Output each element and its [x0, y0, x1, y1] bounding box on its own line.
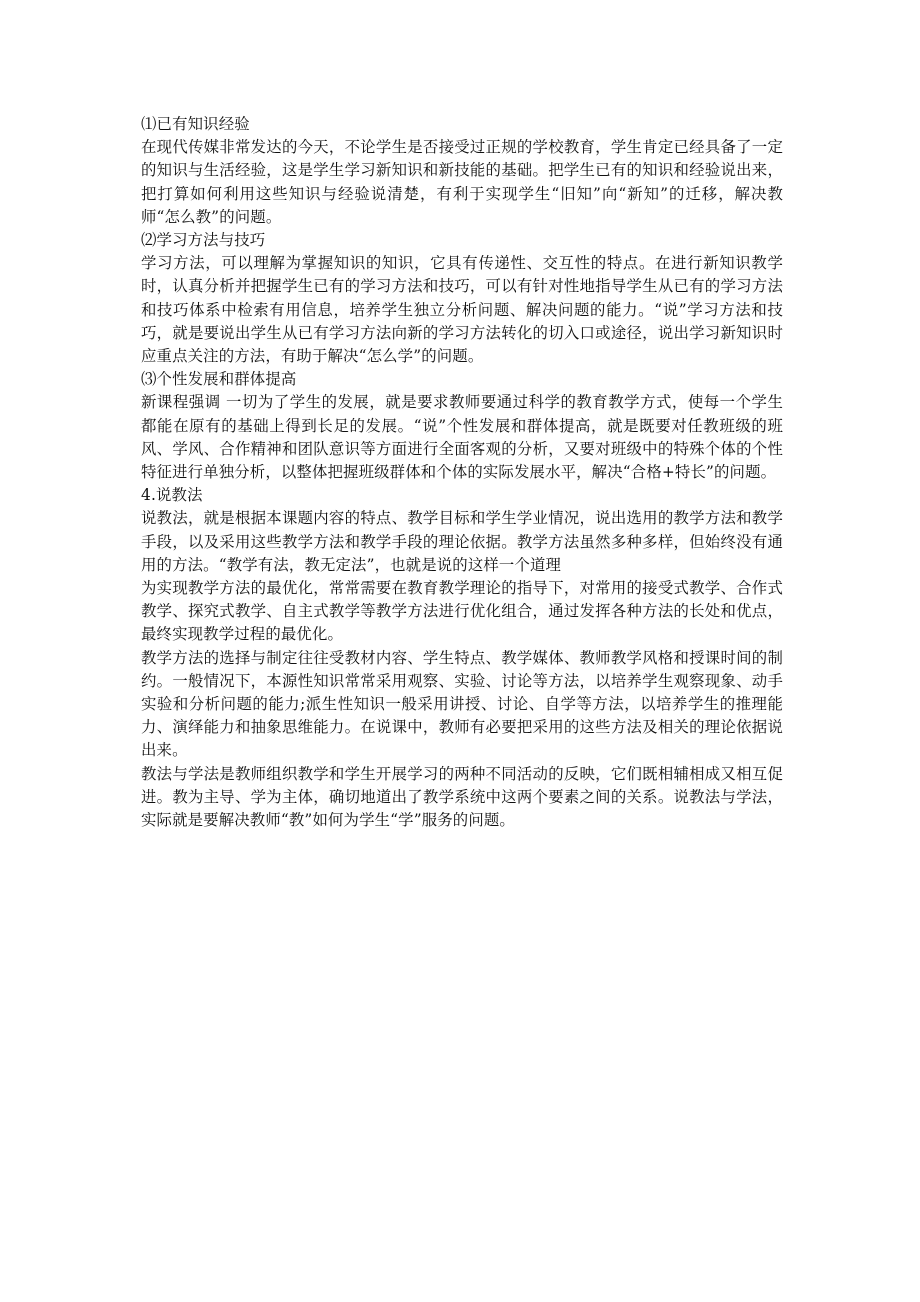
- paragraph-individual-development: 新课程强调 一切为了学生的发展，就是要求教师要通过科学的教育教学方式，使每一个学生都能在原有的基础上得到长足的发展。“说”个性发展和群体提高，就是既要对任教班级的班风、学风、合作精神和团队意识等方面进行全面客观的分析，又要对班级中的特殊个体的个性特征进行单独分析，以整体把握班级群体和个体的实际发展水平，解决“合格+特长”的问题。: [141, 393, 783, 482]
- section-heading-individual-development: ⑶个性发展和群体提高: [141, 370, 297, 389]
- paragraph-teaching-methods-optimization: 为实现教学方法的最优化，常常需要在教育教学理论的指导下，对常用的接受式教学、合作式教学、探究式教学、自主式教学等教学方法进行优化组合，通过发挥各种方法的长处和优点，最终实现教学过程的最优化。: [141, 579, 783, 644]
- section-heading-prior-knowledge: ⑴已有知识经验: [141, 115, 250, 133]
- paragraph-learning-methods: 学习方法，可以理解为掌握知识的知识，它具有传递性、交互性的特点。在进行新知识教学时，认真分析并把握学生已有的学习方法和技巧，可以有针对性地指导学生从已有的学习方法和技巧体系中检索有用信息，培养学生独立分析问题、解决问题的能力。“说”学习方法和技巧，就是要说出学生从已有学习方法向新的学习方法转化的切入口或途径，说出学习新知识时应重点关注的方法，有助于解决“怎么学”的问题。: [141, 254, 783, 366]
- section-heading-teaching-methods: 4.说教法: [141, 486, 203, 505]
- section-heading-learning-methods: ⑵学习方法与技巧: [141, 231, 266, 250]
- paragraph-teaching-methods-selection: 教学方法的选择与制定往往受教材内容、学生特点、教学媒体、教师教学风格和授课时间的制约。一般情况下，本源性知识常常采用观察、实验、讨论等方法，以培养学生观察现象、动手实验和分析问题的能力;派生性知识一般采用讲授、讨论、自学等方法，以培养学生的推理能力、演绎能力和抽象思维能力。在说课中，教师有必要把采用的这些方法及相关的理论依据说出来。: [141, 648, 783, 760]
- paragraph-prior-knowledge: 在现代传媒非常发达的今天，不论学生是否接受过正规的学校教育，学生肯定已经具备了一定的知识与生活经验，这是学生学习新知识和新技能的基础。把学生已有的知识和经验说出来，把打算如何利用这些知识与经验说清楚，有利于实现学生“旧知”向“新知”的迁移，解决教师“怎么教”的问题。: [141, 138, 783, 226]
- document-body: [141, 113, 783, 832]
- paragraph-teaching-and-learning-methods: 教法与学法是教师组织教学和学生开展学习的两种不同活动的反映，它们既相辅相成又相互促进。教为主导、学为主体，确切地道出了教学系统中这两个要素之间的关系。说教法与学法，实际就是要解决教师“教”如何为学生“学”服务的问题。: [141, 764, 783, 830]
- paragraph-teaching-methods-intro: 说教法，就是根据本课题内容的特点、教学目标和学生学业情况，说出选用的教学方法和教学手段，以及采用这些教学方法和教学手段的理论依据。教学方法虽然多种多样，但始终没有通用的方法。“教学有法，教无定法”，也就是说的这样一个道理: [141, 509, 783, 574]
